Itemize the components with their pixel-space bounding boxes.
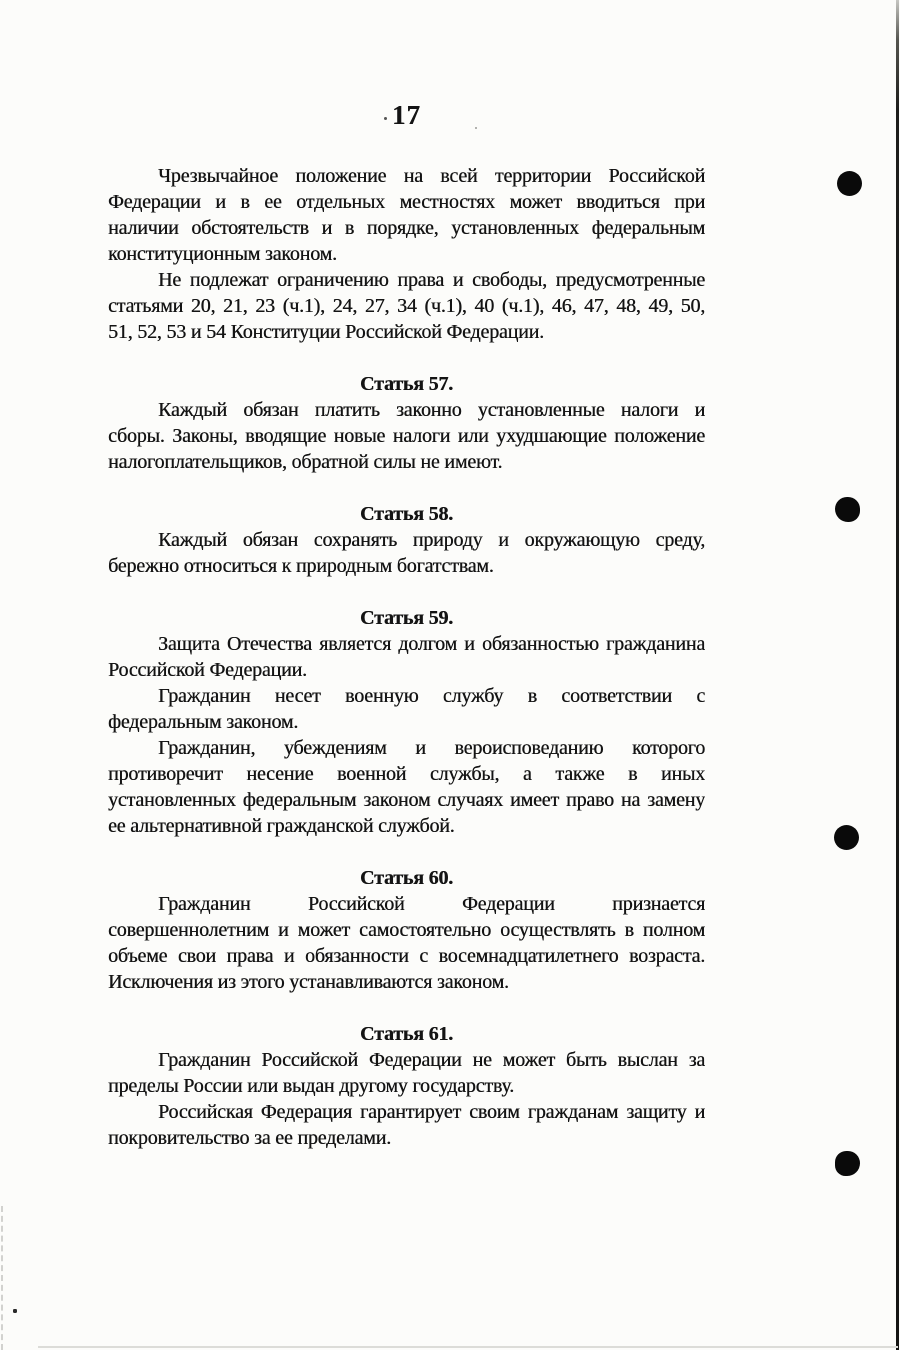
article-heading: Статья 61. <box>360 1023 453 1045</box>
text-line: Российской Федерации. <box>108 659 307 681</box>
text-line: налогоплательщиков, обратной силы не имеют. <box>108 451 503 473</box>
paragraph <box>108 267 705 345</box>
scan-speck <box>13 1309 17 1313</box>
text-line: Гражданин Российской Федерации признается <box>158 893 705 915</box>
scan-speck <box>384 117 387 120</box>
scan-speck <box>475 127 477 129</box>
paragraph <box>108 1047 705 1099</box>
article-heading: Статья 58. <box>360 503 453 525</box>
text-line: Защита Отечества является долгом и обязанностью гражданина <box>158 633 705 655</box>
text-line: установленных федеральным законом случаях имеет право на замену <box>108 789 705 811</box>
text-line: конституционным законом. <box>108 243 337 265</box>
text-line: пределы России или выдан другому государству. <box>108 1075 514 1097</box>
text-line: покровительство за ее пределами. <box>108 1127 391 1149</box>
text-line: Не подлежат ограничению права и свободы, предусмотренные <box>158 269 705 291</box>
paragraph <box>108 527 705 579</box>
paragraph <box>108 631 705 683</box>
text-line: федеральным законом. <box>108 711 299 733</box>
paragraph <box>108 735 705 839</box>
paragraph <box>108 163 705 267</box>
article-heading: Статья 60. <box>360 867 453 889</box>
paragraph <box>108 397 705 475</box>
text-line: объеме свои права и обязанности с восемнадцатилетнего возраста. <box>108 945 705 967</box>
text-line: Каждый обязан сохранять природу и окружающую среду, <box>158 529 705 551</box>
text-line: противоречит несение военной службы, а также в иных <box>108 763 705 785</box>
text-line: наличии обстоятельств и в порядке, установленных федеральным <box>108 217 705 239</box>
text-line: бережно относиться к природным богатствам. <box>108 555 494 577</box>
text-line: Гражданин, убеждениям и вероисповеданию которого <box>158 737 705 759</box>
text-line: Федерации и в ее отдельных местностях может вводиться при <box>108 191 705 213</box>
text-line: статьями 20, 21, 23 (ч.1), 24, 27, 34 (ч.1), 40 (ч.1), 46, 47, 48, 49, 50, <box>108 295 705 317</box>
text-line: Гражданин Российской Федерации не может быть выслан за <box>158 1049 705 1071</box>
text-line: совершеннолетним и может самостоятельно осуществлять в полном <box>108 919 705 941</box>
paragraph <box>108 891 705 995</box>
scan-spine-edge <box>896 0 899 1350</box>
text-line: ее альтернативной гражданской службой. <box>108 815 455 837</box>
punch-hole-dot <box>834 825 859 850</box>
text-line: Чрезвычайное положение на всей территории Российской <box>158 165 705 187</box>
text-line: Исключения из этого устанавливаются законом. <box>108 971 509 993</box>
paragraph <box>108 1099 705 1151</box>
paragraph <box>108 683 705 735</box>
punch-hole-dot <box>837 171 862 196</box>
punch-hole-dot <box>835 1151 860 1176</box>
text-line: Каждый обязан платить законно установленные налоги и <box>158 399 705 421</box>
article-heading: Статья 59. <box>360 607 453 629</box>
punch-hole-dot <box>835 497 860 522</box>
text-line: сборы. Законы, вводящие новые налоги или ухудшающие положение <box>108 425 705 447</box>
page-number: 17 <box>392 100 421 130</box>
document-body <box>108 163 705 1151</box>
scan-bottom-edge <box>38 1346 898 1348</box>
text-line: 51, 52, 53 и 54 Конституции Российской Федерации. <box>108 321 544 343</box>
scan-left-edge <box>1 1206 3 1350</box>
text-line: Гражданин несет военную службу в соответствии с <box>158 685 705 707</box>
article-heading: Статья 57. <box>360 373 453 395</box>
text-line: Российская Федерация гарантирует своим гражданам защиту и <box>158 1101 705 1123</box>
